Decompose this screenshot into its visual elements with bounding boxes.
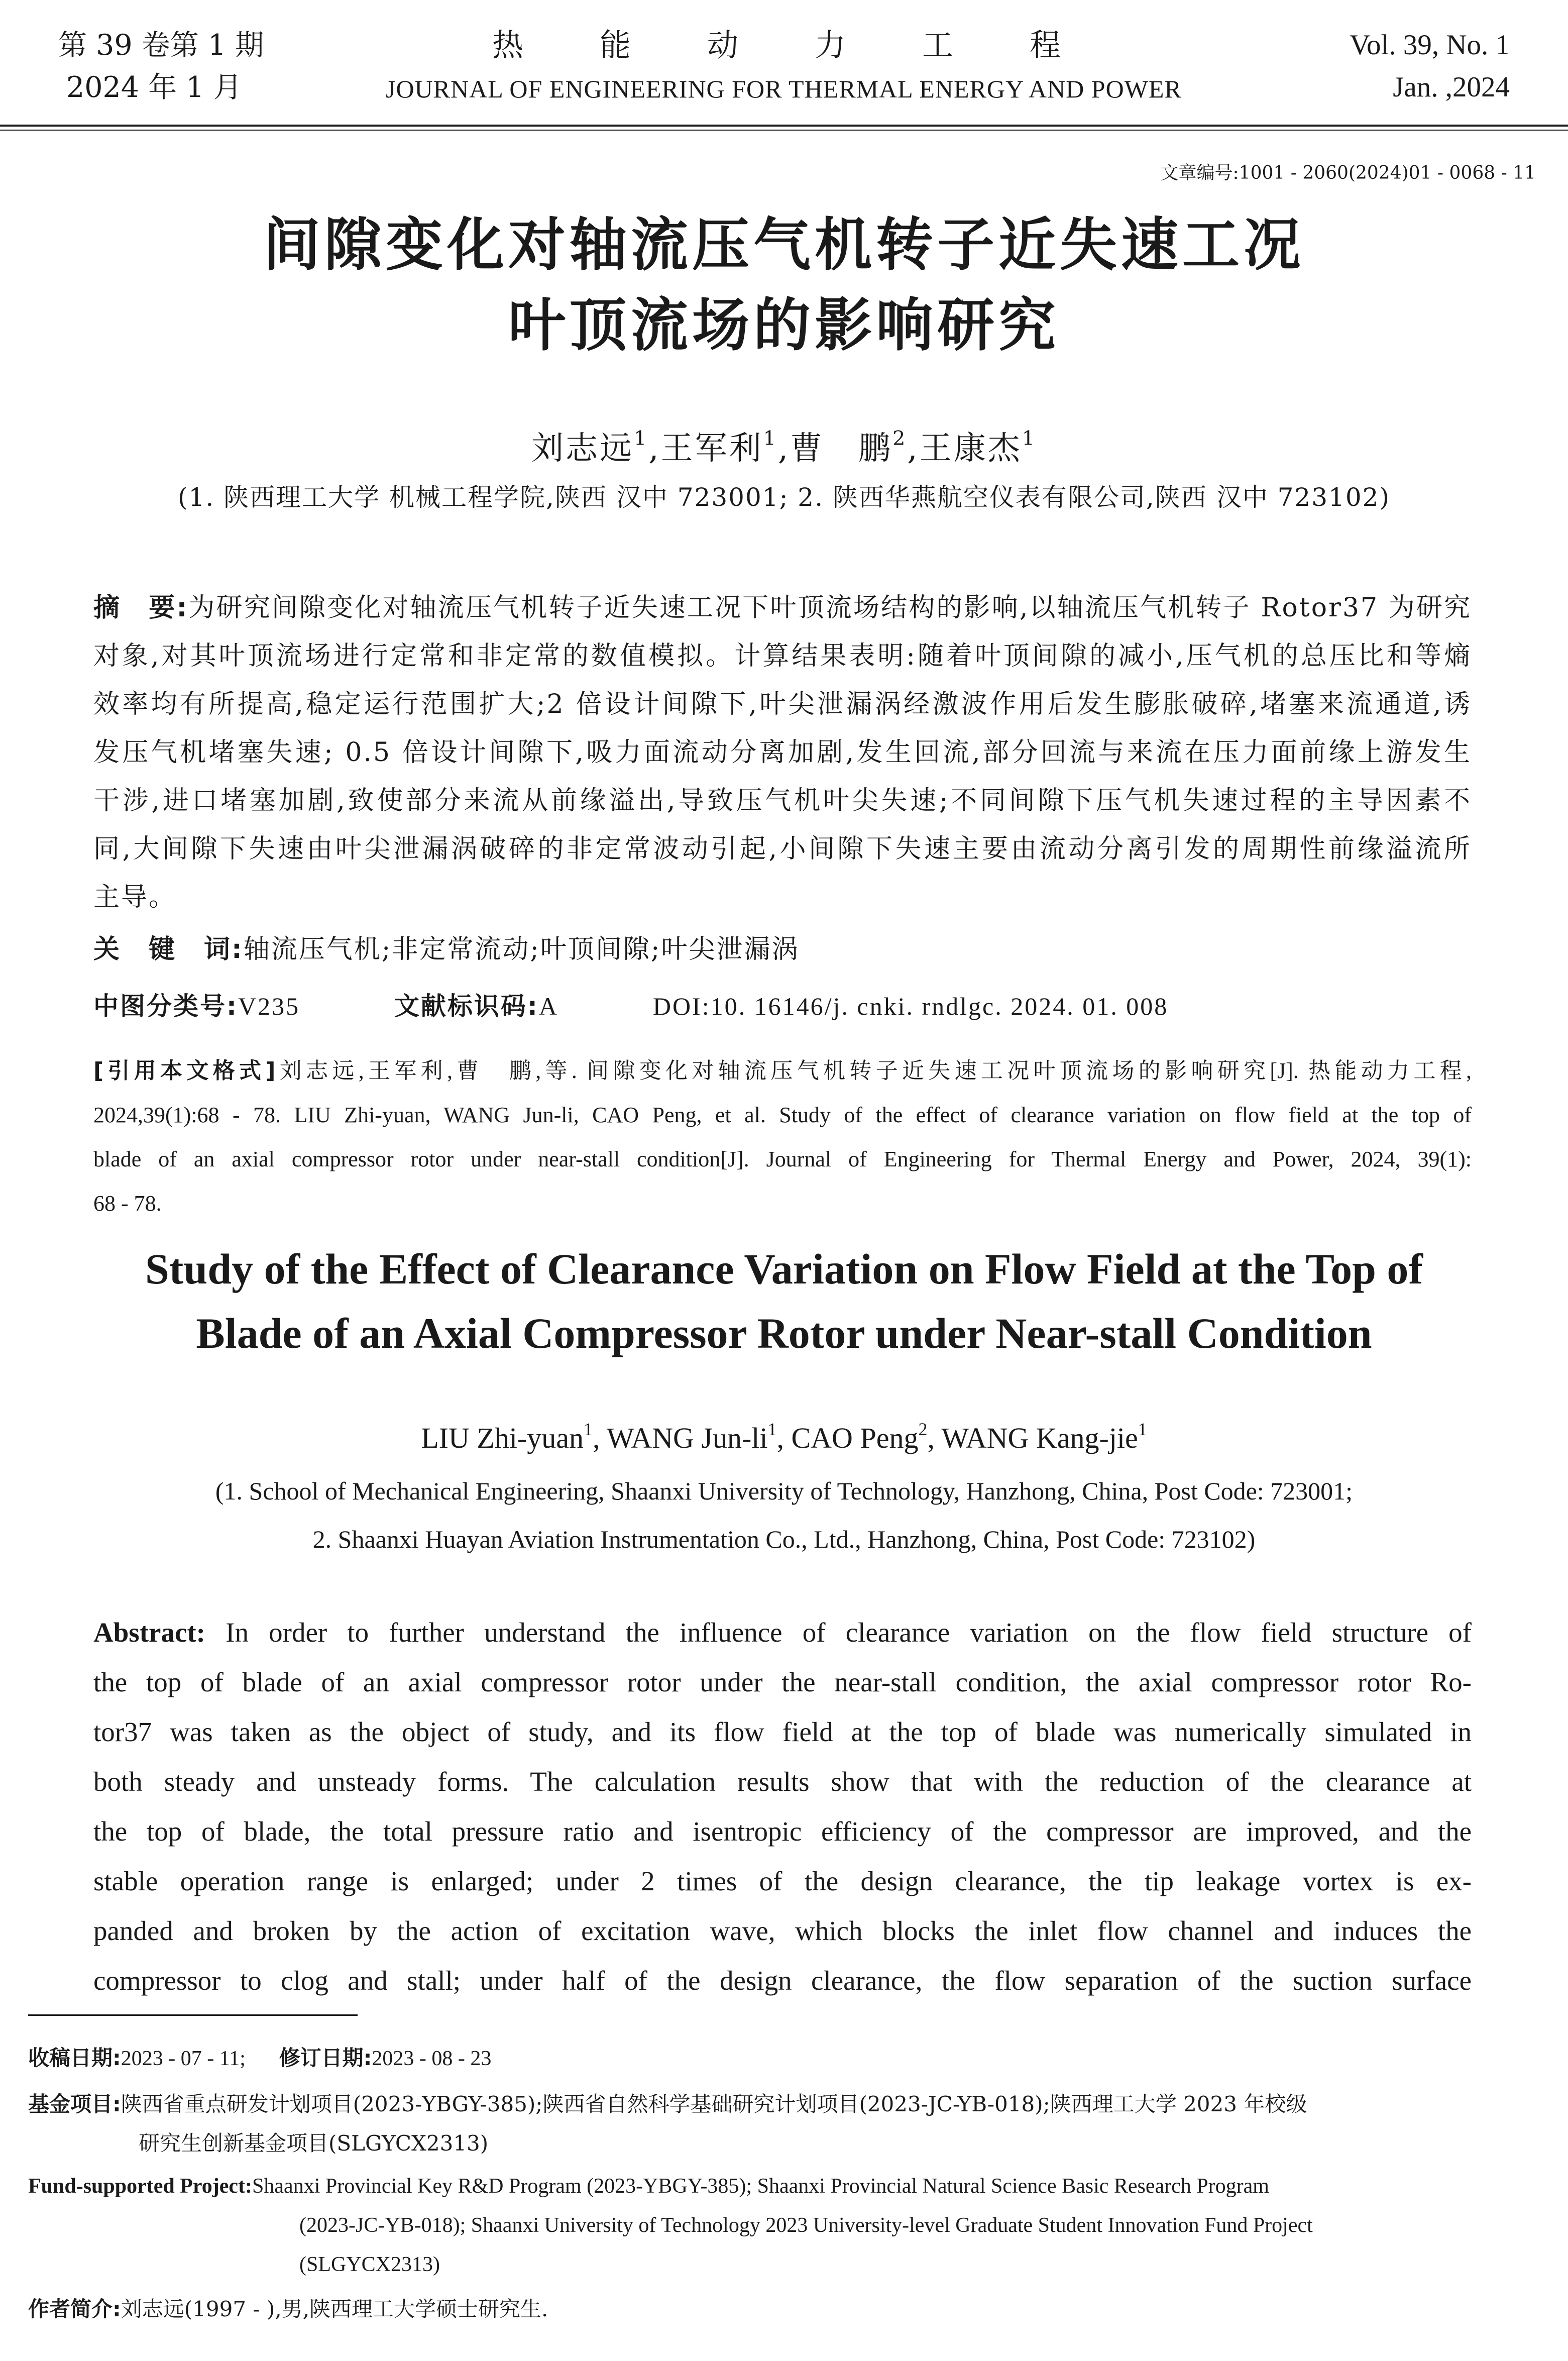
title-cn-line1: 间隙变化对轴流压气机转子近失速工况 [263,211,1305,278]
footnote-fund-en [28,2168,1485,2205]
footnote-fund-cn [28,2086,1485,2123]
citation-line: 68 - 78. [93,1191,162,1216]
received-label: 收稿日期: [28,2046,121,2070]
date-en: Jan. ,2024 [1393,71,1510,103]
author-cn: 王康杰$^1$ [919,427,1037,467]
affiliation-en [0,1467,1568,1563]
author-en: WANG Jun-$li^1$ [606,1419,777,1454]
footnote-author [28,2291,1485,2328]
abstract-cn-line: 效率均有所提高,稳定运行范围扩大;2 倍设计间隙下,叶尖泄漏涡经激波作用后发生膨胀破碎,堵塞来流通道,诱 [93,689,1472,719]
title-cn [0,205,1568,366]
keywords-cn [93,925,1472,974]
affiliation-cn: (1. 陕西理工大学 机械工程学院,陕西 汉中 723001; 2. 陕西华燕航空仪表有限公司,陕西 汉中 723102) [178,483,1390,512]
affiliation-en-line: (1. School of Mechanical Engineering, Shaanxi University of Technology, Hanzhong, China, Post Code: 723001; [215,1477,1353,1505]
title-en-line1: Study of the Effect of Clearance Variation on Flow Field at the Top of [145,1245,1423,1293]
title-en-line2: Blade of an Axial Compressor Rotor under Near-stall Condition [196,1309,1372,1357]
author-bio-label: 作者简介: [28,2297,121,2321]
author-en: CAO Peng$^2$ [791,1419,928,1454]
journal-title-cn: 热能动力工程 [492,27,1138,63]
title-cn-line2: 叶顶流场的影响研究 [508,292,1060,359]
abstract-en-line: panded and broken by the action of excitation wave, which blocks the inlet flow channel and induces the [93,1915,1472,1946]
author-cn: 王军利$^1$ [660,427,778,467]
citation-line: blade of an axial compressor rotor under near-stall condition[J]. Journal of Engineering for Thermal Energy and Power, 2024, 39(1): [93,1147,1472,1171]
citation-label: [引用本文格式] [93,1058,276,1084]
author-en: LIU Zhi-yuan$^1$ [421,1419,593,1454]
abstract-en-line: In order to further understand the influence of clearance variation on the flow field structure of [226,1617,1472,1648]
classification [93,982,1472,1030]
header-rule [0,125,1568,127]
author-cn: 曹 鹏$^2$ [790,427,908,467]
fund-en-text-2: (2023-JC-YB-018); Shaanxi University of Technology 2023 University-level Graduate Student Innovation Fund Project [299,2214,1313,2237]
header-rule-thin [0,130,1568,131]
volume-en: Vol. 39, No. 1 [1350,29,1510,61]
revised-label: 修订日期: [279,2046,372,2070]
abstract-en-line: compressor to clog and stall; under half of the design clearance, the flow separation of the suction surface [93,1965,1472,1996]
abstract-cn-line: 干涉,进口堵塞加剧,致使部分来流从前缘溢出,导致压气机叶尖失速;不同间隙下压气机失速过程的主导因素不 [93,786,1472,816]
doi: DOI:10. 16146/j. cnki. rndlgc. 2024. 01. 008 [652,992,1169,1020]
abstract-cn-line: 同,大间隙下失速由叶尖泄漏涡破碎的非定常波动引起,小间隙下失速主要由流动分离引发的周期性前缘溢流所 [93,834,1472,864]
fund-cn-text: 陕西省重点研发计划项目(2023-YBGY-385);陕西省自然科学基础研究计划项目(2023-JC-YB-018);陕西理工大学 2023 年校级 [121,2092,1307,2116]
received-value: 2023 - 07 - 11; [121,2047,246,2070]
volume-cn: 第 39 卷第 1 期 [58,29,264,62]
author-en: WANG Kang-jie$^1$ [941,1419,1147,1454]
citation-line: 2024,39(1):68 - 78. LIU Zhi-yuan, WANG Jun-li, CAO Peng, et al. Study of the effect of clearance variation on flow field at the top of [93,1103,1472,1127]
date-cn: 2024 年 1 月 [66,71,242,104]
citation [93,1049,1472,1226]
fund-en-label: Fund-supported Project: [28,2175,253,2198]
abstract-en-line: both steady and unsteady forms. The calculation results show that with the reduction of the clearance at [93,1766,1472,1797]
revised-value: 2023 - 08 - 23 [372,2047,492,2070]
abstract-cn-line: 主导。 [93,882,177,912]
title-en [0,1237,1568,1365]
keywords-label: 关 键 词: [93,934,244,964]
abstract-en [93,1607,1472,2005]
abstract-cn-line: 发压气机堵塞失速; 0.5 倍设计间隙下,吸力面流动分离加剧,发生回流,部分回流与来流在压力面前缘上游发生 [93,737,1472,768]
doc-code-label: 文献标识码: [394,992,539,1021]
abstract-cn [93,584,1472,921]
citation-line: 刘志远,王军利,曹 鹏,等. 间隙变化对轴流压气机转子近失速工况叶顶流场的影响研究[J]. 热能动力工程, [275,1058,1472,1083]
header-left [58,24,264,109]
abstract-cn-label: 摘 要: [93,593,189,623]
author-bio-value: 刘志远(1997 - ),男,陕西理工大学硕士研究生. [121,2297,548,2321]
clc-label: 中图分类号: [93,992,238,1021]
footnote-rule [28,2014,358,2016]
abstract-cn-line: 为研究间隙变化对轴流压气机转子近失速工况下叶顶流场结构的影响,以轴流压气机转子 Rotor37 为研究 [188,593,1472,623]
article-number: 文章编号:1001 - 2060(2024)01 - 0068 - 11 [1160,163,1536,183]
abstract-cn-line: 对象,对其叶顶流场进行定常和非定常的数值模拟。计算结果表明:随着叶顶间隙的减小,压气机的总压比和等熵 [93,641,1472,671]
author-cn: 刘志远$^1$ [531,427,649,467]
fund-cn-label: 基金项目: [28,2092,121,2116]
abstract-en-line: tor37 was taken as the object of study, and its flow field at the top of blade was numerically simulated in [93,1716,1472,1747]
clc-value: V235 [238,992,300,1020]
affiliation-en-line: 2. Shaanxi Huayan Aviation Instrumentation Co., Ltd., Hanzhong, China, Post Code: 723102) [312,1525,1256,1553]
abstract-en-line: the top of blade of an axial compressor rotor under the near-stall condition, the axial compressor rotor Ro- [93,1667,1472,1697]
abstract-en-line: the top of blade, the total pressure ratio and isentropic efficiency of the compressor are improved, and the [93,1816,1472,1847]
doc-code-value: A [538,992,559,1020]
header-right [1350,24,1510,109]
fund-en-text-3: (SLGYCX2313) [299,2253,440,2276]
footnote-dates [28,2040,1485,2077]
fund-en-text: Shaanxi Provincial Key R&D Program (2023-YBGY-385); Shaanxi Provincial Natural Science Basic Research Program [252,2175,1269,2198]
abstract-en-line: stable operation range is enlarged; under 2 times of the design clearance, the tip leakage vortex is ex- [93,1866,1472,1896]
fund-cn-text-2: 研究生创新基金项目(SLGYCX2313) [139,2131,489,2156]
authors-cn: 刘志远$^1$,王军利$^1$,曹 鹏$^2$,王康杰$^1$ [531,427,1037,467]
abstract-en-label: Abstract: [93,1617,205,1648]
authors-en: LIU Zhi-yuan$^1$, WANG Jun-$li^1$, CAO Peng$^2$, WANG Kang-jie$^1$ [421,1419,1147,1454]
keywords-value: 轴流压气机;非定常流动;叶顶间隙;叶尖泄漏涡 [243,934,800,964]
journal-title-en: JOURNAL OF ENGINEERING FOR THERMAL ENERGY AND POWER [386,75,1182,103]
